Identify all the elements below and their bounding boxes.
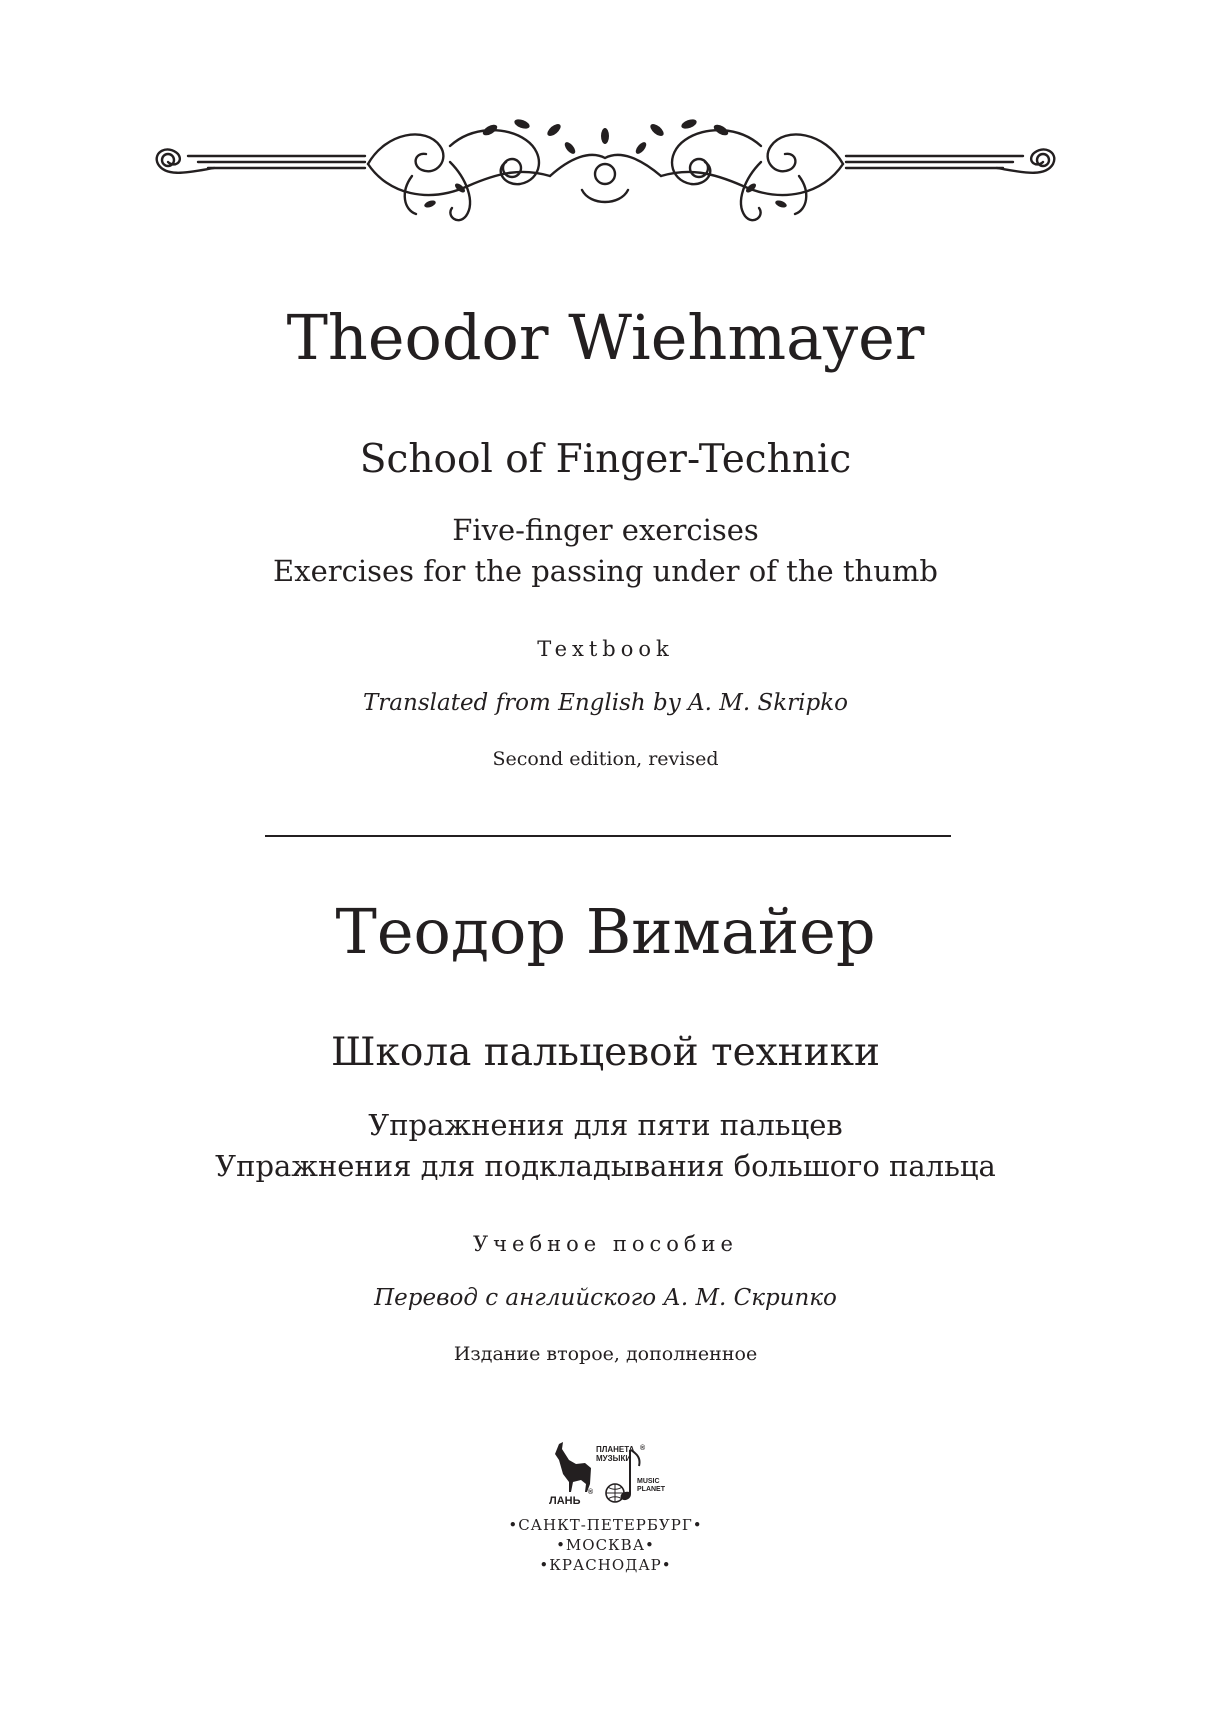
book-title-russian: Школа пальцевой техники bbox=[330, 1030, 881, 1075]
floral-scroll-ornament-icon bbox=[150, 118, 1061, 238]
book-title-english: School of Finger-Technic bbox=[359, 437, 852, 482]
publisher-city: •МОСКВА• bbox=[556, 1536, 655, 1554]
section-divider bbox=[265, 835, 951, 837]
publisher-city: •КРАСНОДАР• bbox=[539, 1556, 672, 1574]
subtitle-line-english: Five-finger exercises bbox=[452, 513, 759, 547]
logo-music-text-2: PLANET bbox=[637, 1486, 665, 1493]
logo-planeta-text-2: МУЗЫКИ bbox=[596, 1454, 632, 1463]
edition-english: Second edition, revised bbox=[492, 748, 719, 770]
subtitle-line-russian: Упражнения для пяти пальцев bbox=[368, 1108, 843, 1142]
author-name-english: Theodor Wiehmayer bbox=[286, 301, 925, 374]
book-type-english: Textbook bbox=[537, 637, 674, 661]
translator-credit-russian: Перевод с английского А. М. Скрипко bbox=[374, 1285, 837, 1311]
logo-registered-mark-1: ® bbox=[640, 1445, 646, 1452]
logo-planeta-text-1: ПЛАНЕТА bbox=[596, 1445, 635, 1454]
author-name-russian: Теодор Вимайер bbox=[335, 895, 876, 968]
subtitle-line-russian: Упражнения для подкладывания большого пальца bbox=[215, 1149, 996, 1183]
edition-russian: Издание второе, дополненное bbox=[453, 1343, 758, 1365]
logo-registered-mark-2: ® bbox=[588, 1489, 594, 1496]
translator-credit-english: Translated from English by A. M. Skripko bbox=[362, 690, 849, 716]
publisher-city: •САНКТ-ПЕТЕРБУРГ• bbox=[508, 1516, 703, 1534]
book-type-russian: Учебное пособие bbox=[473, 1232, 738, 1256]
logo-lan-text: ЛАНЬ bbox=[549, 1495, 581, 1507]
lan-music-planet-logo-icon bbox=[545, 1440, 670, 1508]
subtitle-line-english: Exercises for the passing under of the thumb bbox=[273, 554, 938, 588]
logo-music-text-1: MUSIC bbox=[637, 1478, 660, 1485]
